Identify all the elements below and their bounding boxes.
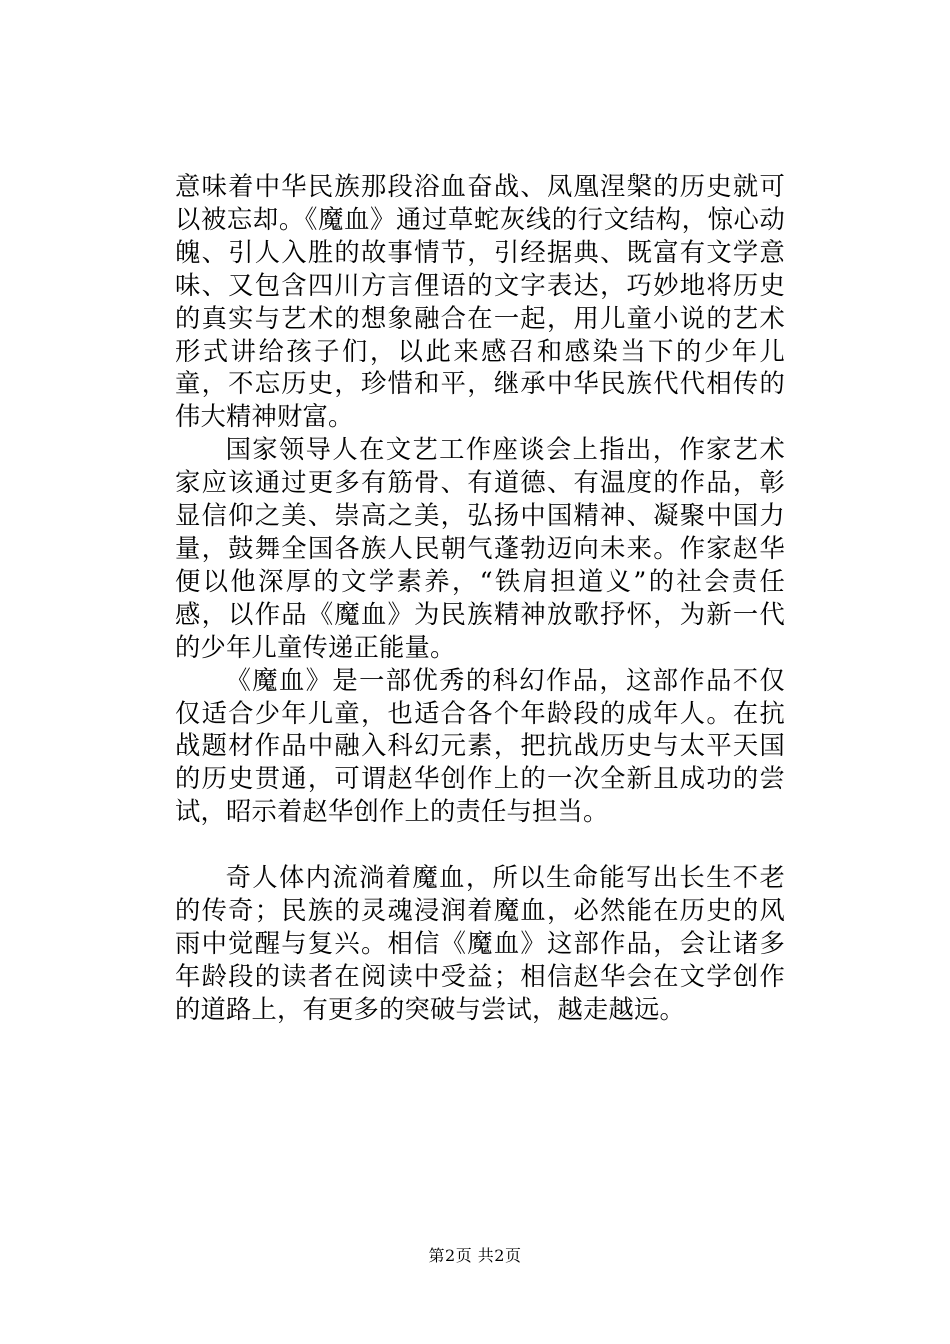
paragraph-3: 《魔血》是一部优秀的科幻作品，这部作品不仅仅适合少年儿童，也适合各个年龄段的成年人。在抗战题材作品中融入科幻元素，把抗战历史与太平天国的历史贯通，可谓赵华创作上的一次全新且成功的尝试，昭示着赵华创作上的责任与担当。: [175, 665, 785, 827]
paragraph-1: 意味着中华民族那段浴血奋战、凤凰涅槃的历史就可以被忘却。《魔血》通过草蛇灰线的行文结构，惊心动魄、引人入胜的故事情节，引经据典、既富有文学意味、又包含四川方言俚语的文字表达，巧妙地将历史的真实与艺术的想象融合在一起，用儿童小说的艺术形式讲给孩子们，以此来感召和感染当下的少年儿童，不忘历史，珍惜和平，继承中华民族代代相传的伟大精神财富。: [175, 172, 785, 432]
paragraph-gap: [175, 829, 785, 862]
document-body: [175, 171, 785, 1027]
page-number-footer: 第2页 共2页: [428, 1246, 522, 1265]
paragraph-2: 国家领导人在文艺工作座谈会上指出，作家艺术家应该通过更多有筋骨、有道德、有温度的作品，彰显信仰之美、崇高之美，弘扬中国精神、凝聚中国力量，鼓舞全国各族人民朝气蓬勃迈向未来。作家赵华便以他深厚的文学素养，“铁肩担道义”的社会责任感，以作品《魔血》为民族精神放歌抒怀，为新一代的少年儿童传递正能量。: [175, 435, 785, 662]
paragraph-4: 奇人体内流淌着魔血，所以生命能写出长生不老的传奇；民族的灵魂浸润着魔血，必然能在历史的风雨中觉醒与复兴。相信《魔血》这部作品，会让诸多年龄段的读者在阅读中受益；相信赵华会在文学创作的道路上，有更多的突破与尝试，越走越远。: [175, 863, 785, 1024]
